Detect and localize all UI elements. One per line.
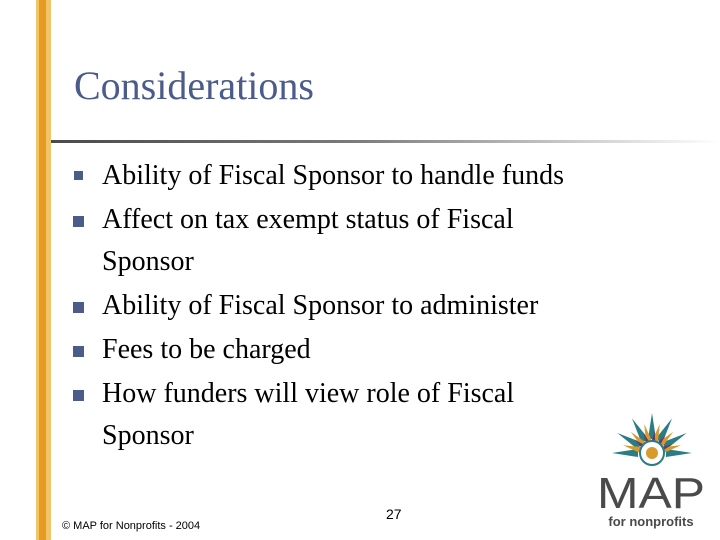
bullet-square-icon bbox=[73, 390, 84, 401]
bullet-text: Fees to be charged bbox=[102, 334, 311, 365]
bullet-text: Ability of Fiscal Sponsor to handle funds bbox=[102, 160, 564, 191]
bullet-square-icon bbox=[74, 171, 83, 180]
bullet-square-icon bbox=[73, 216, 84, 227]
bullet-item bbox=[73, 373, 673, 459]
map-logo bbox=[590, 405, 710, 535]
logo-subtitle: for nonprofits bbox=[608, 514, 694, 529]
page-number: 27 bbox=[386, 506, 402, 522]
bullet-item bbox=[73, 285, 673, 329]
bullet-text: Affect on tax exempt status of Fiscal Sponsor bbox=[102, 204, 514, 277]
title-divider bbox=[51, 140, 720, 143]
slide-title: Considerations bbox=[74, 63, 314, 108]
bullet-text: How funders will view role of Fiscal Sponsor bbox=[102, 378, 515, 451]
bullet-list bbox=[73, 155, 673, 459]
bullet-square-icon bbox=[73, 302, 84, 313]
logo-wordmark: MAP bbox=[597, 469, 705, 518]
footer-copyright: © MAP for Nonprofits - 2004 bbox=[62, 520, 201, 532]
bullet-square-icon bbox=[73, 346, 84, 357]
bullet-text: Ability of Fiscal Sponsor to administer bbox=[102, 290, 539, 321]
bullet-item bbox=[73, 329, 673, 373]
accent-bar-stripe bbox=[39, 0, 46, 540]
bullet-item bbox=[73, 155, 673, 199]
bullet-item bbox=[73, 199, 673, 285]
starburst-icon bbox=[612, 413, 692, 465]
